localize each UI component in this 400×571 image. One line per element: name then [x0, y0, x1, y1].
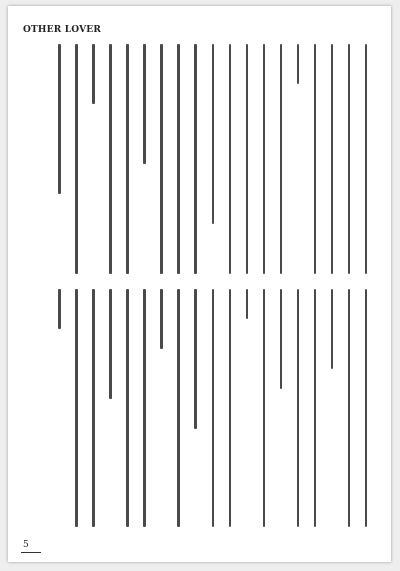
text-block-upper [52, 44, 376, 276]
text-line [160, 44, 163, 274]
text-line [348, 289, 351, 527]
text-line [92, 44, 95, 104]
text-line [263, 289, 266, 527]
text-line [126, 289, 129, 527]
text-line [177, 289, 180, 527]
text-line [58, 289, 61, 329]
text-line [331, 44, 334, 274]
text-line [143, 44, 146, 164]
text-line [126, 44, 129, 274]
text-line [280, 289, 283, 389]
text-line [229, 44, 232, 274]
running-header: OTHER LOVER [23, 25, 102, 35]
text-line [75, 44, 78, 274]
text-line [109, 289, 112, 399]
text-line [143, 289, 146, 527]
text-block-lower [52, 289, 376, 529]
text-line [331, 289, 334, 369]
page-number: 5 [23, 540, 29, 550]
text-line [280, 44, 283, 274]
text-line [177, 44, 180, 274]
page-number-rule [21, 552, 41, 553]
text-line [314, 289, 317, 527]
text-line [229, 289, 232, 527]
text-line [160, 289, 163, 349]
text-line [58, 44, 61, 194]
text-line [246, 289, 249, 319]
text-line [212, 44, 215, 224]
text-line [263, 44, 266, 274]
text-line [246, 44, 249, 274]
text-line [365, 289, 368, 527]
text-line [75, 289, 78, 527]
text-line [297, 289, 300, 527]
text-line [297, 44, 300, 84]
text-line [109, 44, 112, 274]
text-line [365, 44, 368, 274]
text-line [194, 44, 197, 274]
text-line [314, 44, 317, 274]
text-line [92, 289, 95, 527]
text-line [348, 44, 351, 274]
book-page [8, 6, 391, 562]
text-line [194, 289, 197, 429]
text-line [212, 289, 215, 527]
